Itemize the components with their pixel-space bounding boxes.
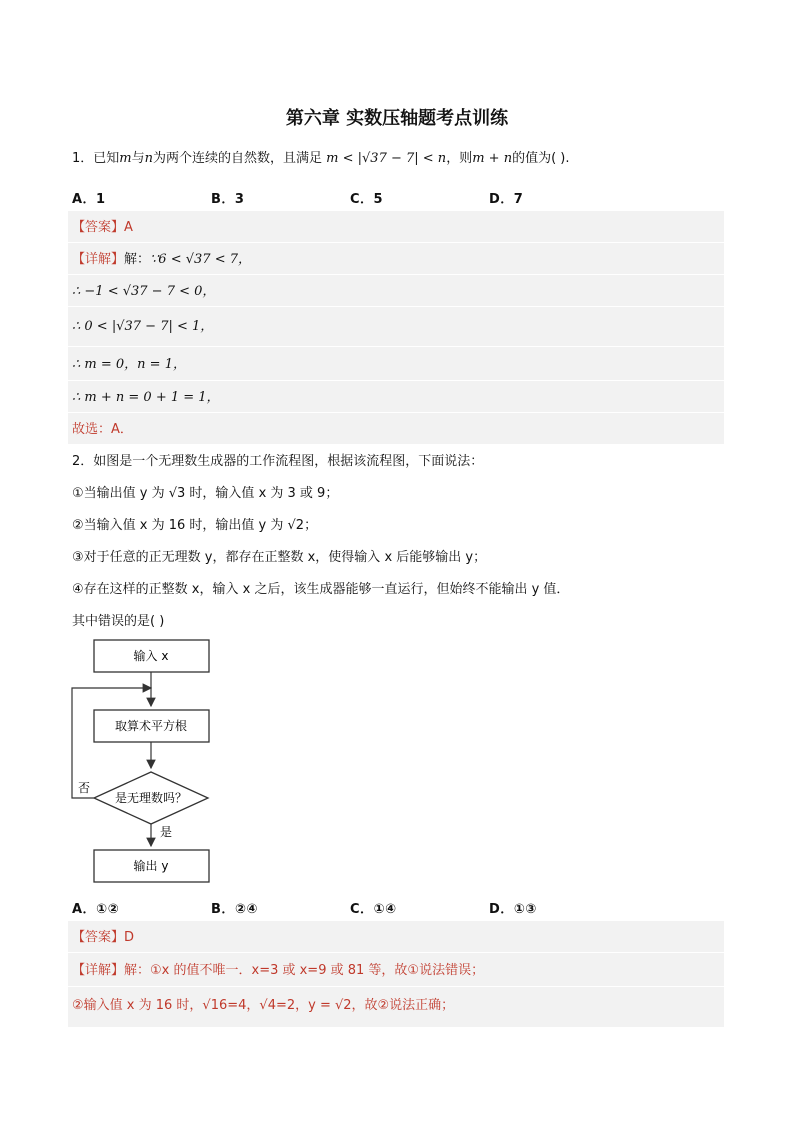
answer-label: 【答案】 (72, 220, 125, 235)
q1-inequality: m < |√37 − 7| < n (326, 151, 447, 166)
q2-statement-1: ①当输出值 y 为 √3 时，输入值 x 为 3 或 9； (72, 486, 339, 501)
q1-conclusion: 故选：A． (72, 422, 133, 437)
q1-var-n: n (144, 151, 153, 166)
q1-step-1: ∵6 < √37 < 7， (150, 252, 251, 267)
q1-text: 1．已知 (72, 151, 120, 166)
flow-yes-label: 是 (160, 825, 173, 839)
q1-option-c: C．5 (350, 192, 384, 207)
flow-decision-label: 是无理数吗？ (114, 791, 188, 805)
q2-intro: 2．如图是一个无理数生成器的工作流程图，根据该流程图，下面说法： (72, 454, 484, 469)
q1-text: ，则 (446, 151, 473, 166)
q1-option-b: B．3 (211, 192, 245, 207)
q1-step-5: ∴ m + n = 0 + 1 = 1， (72, 390, 220, 405)
q2-option-b: B．②④ (211, 902, 258, 917)
divider (68, 380, 724, 381)
q2-question: 其中错误的是( ) (72, 614, 165, 629)
flow-process-label: 取算术平方根 (114, 719, 188, 733)
q2-statement-2: ②当输入值 x 为 16 时，输出值 y 为 √2； (72, 518, 318, 533)
question-1 (72, 150, 569, 168)
q1-option-a: A．1 (72, 192, 106, 207)
q1-option-d: D．7 (489, 192, 524, 207)
q1-sum: m + n (472, 151, 513, 166)
page-title: 第六章 实数压轴题考点训练 (285, 108, 509, 129)
flowchart (60, 632, 230, 892)
q2-detail-1 (72, 962, 484, 980)
divider (68, 242, 724, 243)
q1-text: 的值为( ). (512, 151, 570, 166)
flow-output-label: 输出 y (133, 859, 169, 873)
q2-detail-2: ②输入值 x 为 16 时，√16=4，√4=2，y = √2，故②说法正确； (72, 998, 455, 1013)
q1-step-4: ∴ m = 0，n = 1， (72, 357, 186, 372)
answer-value: A (124, 220, 133, 235)
detail-intro: 解： (124, 252, 151, 267)
answer-label: 【答案】 (72, 930, 125, 945)
q1-var-m: m (119, 151, 132, 166)
q2-detail-text-1: 解：①x 的值不唯一．x=3 或 x=9 或 81 等，故①说法错误； (124, 963, 485, 978)
q2-option-d: D．①③ (489, 902, 537, 917)
q2-statement-4: ④存在这样的正整数 x，输入 x 之后，该生成器能够一直运行，但始终不能输出 y 值． (72, 582, 570, 597)
q2-option-c: C．①④ (350, 902, 397, 917)
detail-label: 【详解】 (72, 252, 125, 267)
answer-value: D (124, 930, 135, 945)
divider (68, 274, 724, 275)
q1-detail-intro (72, 251, 251, 269)
q2-option-a: A．①② (72, 902, 120, 917)
flow-input-label: 输入 x (133, 649, 169, 663)
divider (68, 986, 724, 987)
flow-no-label: 否 (78, 781, 91, 795)
divider (68, 412, 724, 413)
q1-answer (72, 219, 133, 237)
q1-step-3: ∴ 0 < |√37 − 7| < 1， (72, 319, 214, 334)
divider (68, 346, 724, 347)
detail-label: 【详解】 (72, 963, 125, 978)
q2-answer (72, 929, 134, 947)
q1-text: 与 (131, 151, 145, 166)
q2-statement-3: ③对于任意的正无理数 y，都存在正整数 x，使得输入 x 后能够输出 y； (72, 550, 487, 565)
q1-text: 为两个连续的自然数，且满足 (153, 151, 323, 166)
divider (68, 306, 724, 307)
divider (68, 952, 724, 953)
q1-step-2: ∴ −1 < √37 − 7 < 0， (72, 284, 216, 299)
